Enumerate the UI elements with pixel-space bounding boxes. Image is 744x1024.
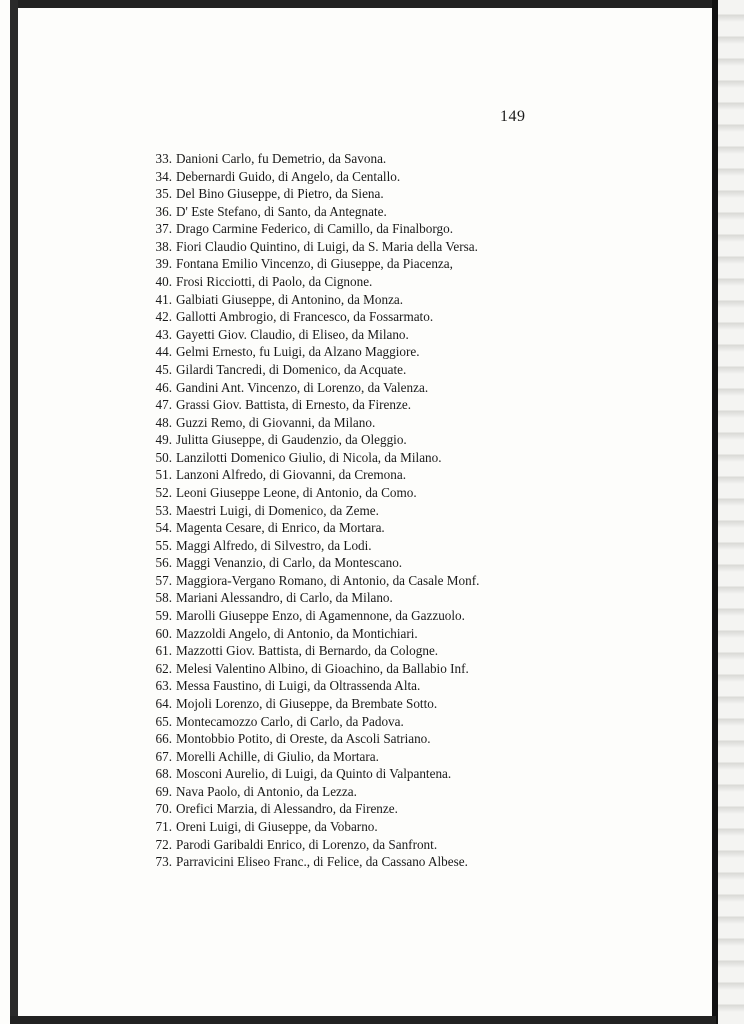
list-item <box>140 537 479 555</box>
entry-text: Mazzoldi Angelo, di Antonio, da Montichiari. <box>176 625 418 641</box>
list-item <box>140 572 479 590</box>
entry-text: Messa Faustino, di Luigi, da Oltrassenda Alta. <box>176 678 421 694</box>
entry-text: Frosi Ricciotti, di Paolo, da Cignone. <box>176 274 373 290</box>
entry-number: 36. <box>155 203 172 219</box>
list-item <box>140 168 479 186</box>
entry-text: D' Este Stefano, di Santo, da Antegnate. <box>176 203 387 219</box>
scan-edge-top <box>10 0 716 8</box>
entry-number: 40. <box>155 274 172 290</box>
entry-text: Grassi Giov. Battista, di Ernesto, da Firenze. <box>176 397 412 413</box>
list-item <box>140 255 479 273</box>
list-item <box>140 730 479 748</box>
entry-text: Mariani Alessandro, di Carlo, da Milano. <box>176 590 393 606</box>
list-item <box>140 220 479 238</box>
entry-text: Danioni Carlo, fu Demetrio, da Savona. <box>176 151 387 166</box>
entry-number: 58. <box>155 590 172 606</box>
entry-number: 65. <box>155 713 172 729</box>
list-item <box>140 642 479 660</box>
entry-number: 59. <box>155 608 172 624</box>
entry-number: 43. <box>155 326 172 342</box>
list-item <box>140 502 479 520</box>
entry-number: 46. <box>155 379 172 395</box>
list-item <box>140 431 479 449</box>
entry-text: Gallotti Ambrogio, di Francesco, da Fossarmato. <box>176 309 434 325</box>
entry-number: 56. <box>155 555 172 571</box>
entry-text: Maggiora-Vergano Romano, di Antonio, da Casale Monf. <box>176 572 480 588</box>
list-item <box>140 414 479 432</box>
name-list <box>140 150 479 871</box>
entry-text: Fiori Claudio Quintino, di Luigi, da S. Maria della Versa. <box>176 238 478 254</box>
entry-number: 66. <box>155 731 172 747</box>
list-item <box>140 748 479 766</box>
list-item <box>140 361 479 379</box>
entry-number: 33. <box>155 151 172 166</box>
list-item <box>140 343 479 361</box>
list-item <box>140 449 479 467</box>
entry-number: 61. <box>155 643 172 659</box>
entry-text: Maestri Luigi, di Domenico, da Zeme. <box>176 502 379 518</box>
entry-number: 38. <box>155 238 172 254</box>
list-item <box>140 800 479 818</box>
list-item <box>140 677 479 695</box>
entry-text: Leoni Giuseppe Leone, di Antonio, da Como. <box>176 484 417 500</box>
entry-number: 68. <box>155 766 172 782</box>
entry-number: 51. <box>155 467 172 483</box>
entry-number: 60. <box>155 625 172 641</box>
entry-text: Gayetti Giov. Claudio, di Eliseo, da Milano. <box>176 326 409 342</box>
entry-number: 69. <box>155 783 172 799</box>
entry-text: Maggi Venanzio, di Carlo, da Montescano. <box>176 555 403 571</box>
scan-edge-bottom <box>10 1016 716 1024</box>
list-item <box>140 783 479 801</box>
list-item <box>140 818 479 836</box>
entry-text: Parodi Garibaldi Enrico, di Lorenzo, da Sanfront. <box>176 836 438 852</box>
entry-number: 64. <box>155 695 172 711</box>
list-item <box>140 326 479 344</box>
entry-number: 54. <box>155 520 172 536</box>
list-item <box>140 853 479 871</box>
entry-number: 71. <box>155 818 172 834</box>
list-item <box>140 308 479 326</box>
entry-text: Montecamozzo Carlo, di Carlo, da Padova. <box>176 713 404 729</box>
entry-text: Parravicini Eliseo Franc., di Felice, da Cassano Albese. <box>176 854 468 870</box>
entry-text: Gandini Ant. Vincenzo, di Lorenzo, da Valenza. <box>176 379 429 395</box>
scan-margin-right <box>718 0 744 1024</box>
entry-number: 49. <box>155 432 172 448</box>
entry-text: Del Bino Giuseppe, di Pietro, da Siena. <box>176 186 384 202</box>
list-item <box>140 396 479 414</box>
list-item <box>140 589 479 607</box>
entry-number: 73. <box>155 854 172 870</box>
entry-number: 47. <box>155 397 172 413</box>
page-number: 149 <box>500 108 526 125</box>
scan-edge-left <box>10 0 18 1024</box>
entry-text: Drago Carmine Federico, di Camillo, da Finalborgo. <box>176 221 454 237</box>
entry-number: 57. <box>155 572 172 588</box>
entry-text: Debernardi Guido, di Angelo, da Centallo. <box>176 168 401 184</box>
list-item <box>140 150 479 168</box>
entry-number: 67. <box>155 748 172 764</box>
entry-number: 42. <box>155 309 172 325</box>
list-item <box>140 203 479 221</box>
entry-text: Mosconi Aurelio, di Luigi, da Quinto di Valpantena. <box>176 766 452 782</box>
entry-text: Maggi Alfredo, di Silvestro, da Lodi. <box>176 537 372 553</box>
list-item <box>140 607 479 625</box>
entry-text: Melesi Valentino Albino, di Gioachino, da Ballabio Inf. <box>176 660 469 676</box>
list-item <box>140 695 479 713</box>
entry-text: Magenta Cesare, di Enrico, da Mortara. <box>176 520 385 536</box>
entry-number: 53. <box>155 502 172 518</box>
entry-text: Guzzi Remo, di Giovanni, da Milano. <box>176 414 376 430</box>
entry-number: 72. <box>155 836 172 852</box>
entry-text: Fontana Emilio Vincenzo, di Giuseppe, da Piacenza, <box>176 256 453 272</box>
entry-text: Gilardi Tancredi, di Domenico, da Acquate. <box>176 361 407 377</box>
list-item <box>140 273 479 291</box>
entry-text: Gelmi Ernesto, fu Luigi, da Alzano Maggiore. <box>176 344 420 360</box>
entry-text: Montobbio Potito, di Oreste, da Ascoli Satriano. <box>176 731 431 747</box>
list-item <box>140 713 479 731</box>
entry-number: 62. <box>155 660 172 676</box>
list-item <box>140 836 479 854</box>
list-item <box>140 484 479 502</box>
list-item <box>140 660 479 678</box>
entry-text: Galbiati Giuseppe, di Antonino, da Monza. <box>176 291 404 307</box>
entry-number: 39. <box>155 256 172 272</box>
entry-text: Orefici Marzia, di Alessandro, da Firenze. <box>176 801 398 817</box>
list-item <box>140 519 479 537</box>
entry-text: Mazzotti Giov. Battista, di Bernardo, da Cologne. <box>176 643 439 659</box>
entry-number: 52. <box>155 484 172 500</box>
entry-text: Lanzoni Alfredo, di Giovanni, da Cremona. <box>176 467 406 483</box>
entry-number: 44. <box>155 344 172 360</box>
entry-text: Oreni Luigi, di Giuseppe, da Vobarno. <box>176 818 378 834</box>
entry-text: Mojoli Lorenzo, di Giuseppe, da Brembate Sotto. <box>176 695 438 711</box>
list-item <box>140 554 479 572</box>
entry-number: 55. <box>155 537 172 553</box>
list-item <box>140 291 479 309</box>
entry-number: 35. <box>155 186 172 202</box>
entry-number: 45. <box>155 361 172 377</box>
entry-text: Nava Paolo, di Antonio, da Lezza. <box>176 783 357 799</box>
entry-text: Julitta Giuseppe, di Gaudenzio, da Oleggio. <box>176 432 407 448</box>
list-item <box>140 379 479 397</box>
entry-number: 70. <box>155 801 172 817</box>
entry-text: Morelli Achille, di Giulio, da Mortara. <box>176 748 379 764</box>
entry-text: Lanzilotti Domenico Giulio, di Nicola, da Milano. <box>176 449 442 465</box>
entry-number: 48. <box>155 414 172 430</box>
entry-number: 50. <box>155 449 172 465</box>
entry-number: 34. <box>155 168 172 184</box>
entry-number: 41. <box>155 291 172 307</box>
list-item <box>140 466 479 484</box>
entry-text: Marolli Giuseppe Enzo, di Agamennone, da Gazzuolo. <box>176 608 465 624</box>
list-item <box>140 765 479 783</box>
entry-number: 63. <box>155 678 172 694</box>
list-item <box>140 238 479 256</box>
list-item <box>140 185 479 203</box>
list-item <box>140 625 479 643</box>
entry-number: 37. <box>155 221 172 237</box>
